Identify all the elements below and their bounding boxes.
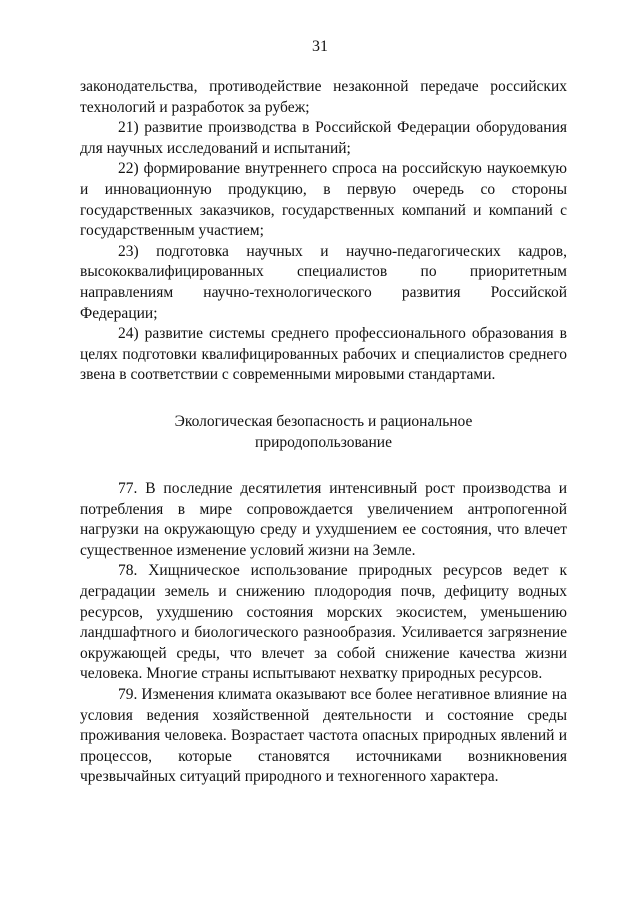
paragraph-78: 78. Хищническое использование природных ресурсов ведет к деградации земель и снижению плодородия почв, дефициту водных ресурсов, ухудшению состояния морских экосистем, уменьшению ландшафтного и биологического разнообразия. Усиливается загрязнение окружающей среды, что влечет за собой снижение качества жизни человека. Многие страны испытывают нехватку природных ресурсов. [80,562,567,683]
spacer [80,453,567,479]
list-item-23: 23) подготовка научных и научно-педагогических кадров, высококвалифицированных специалистов по приоритетным направлениям научно-технологического развития Российской Федерации; [80,242,567,322]
section-heading-line-2: природопользование [255,433,392,451]
list-item-24: 24) развитие системы среднего профессионального образования в целях подготовки квалифицированных рабочих и специалистов среднего звена в соответствии с современными мировыми стандартами. [80,325,567,384]
spacer [80,386,567,412]
paragraph-77: 77. В последние десятилетия интенсивный рост производства и потребления в мире сопровождается увеличением антропогенной нагрузки на окружающую среду и ухудшением ее состояния, что влечет существенное изменение условий жизни на Земле. [80,480,567,559]
section-heading-line-1: Экологическая безопасность и рациональное [174,412,473,430]
section-heading [80,412,567,453]
paragraph-79: 79. Изменения климата оказывают все более негативное влияние на условия ведения хозяйственной деятельности и состояние среды проживания человека. Возрастает частота опасных природных явлений и процессов, которые становятся источниками возникновения чрезвычайных ситуаций природного и техногенного характера. [80,686,567,786]
page-body [80,77,567,788]
page-number: 31 [312,38,328,55]
list-item-21: 21) развитие производства в Российской Федерации оборудования для научных исследований и испытаний; [80,119,567,157]
list-item-22: 22) формирование внутреннего спроса на российскую наукоемкую и инновационную продукцию, в первую очередь со стороны государственных заказчиков, государственных компаний и компаний с государственным участием; [80,160,567,240]
paragraph-continuation: законодательства, противодействие незаконной передаче российских технологий и разработок за рубеж; [80,78,567,116]
